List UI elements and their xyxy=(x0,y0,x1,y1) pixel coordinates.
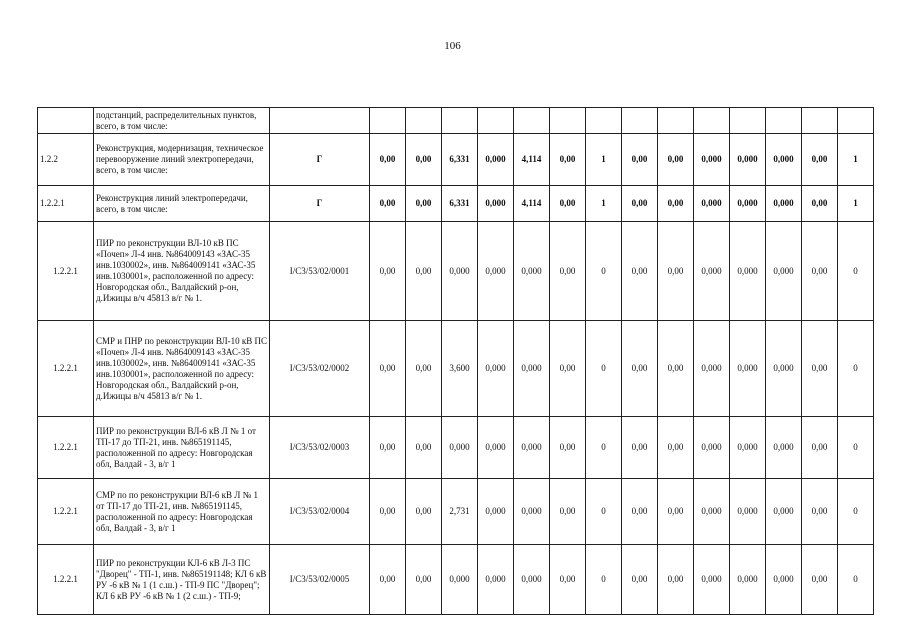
table-row xyxy=(38,479,874,545)
row-value: 0,00 xyxy=(370,545,406,615)
row-value: 0 xyxy=(586,479,622,545)
row-value: 1 xyxy=(838,134,874,186)
row-value xyxy=(550,108,586,134)
row-code: 1.2.2.1 xyxy=(38,417,94,479)
row-description: СМР и ПНР по реконструкции ВЛ-10 кВ ПС «Почеп» Л-4 инв. №864009143 «ЗАС-35 инв.1030002», инв. №864009141 «ЗАС-35 инв.1030001», расположенной по адресу: Новгородская обл., Валдайский р-он, д.Ижицы в/ч 45813 в/г № 1. xyxy=(94,321,270,417)
row-value: 0,00 xyxy=(406,186,442,222)
row-value: 0,00 xyxy=(622,479,658,545)
row-value: 0,00 xyxy=(622,321,658,417)
row-value xyxy=(838,108,874,134)
row-value: 0,000 xyxy=(478,186,514,222)
row-value: 0,00 xyxy=(622,222,658,321)
row-value: 1 xyxy=(586,134,622,186)
row-value: 6,331 xyxy=(442,134,478,186)
row-value: 0,000 xyxy=(478,321,514,417)
table-row xyxy=(38,186,874,222)
row-value: 0,00 xyxy=(406,479,442,545)
row-value: 0,000 xyxy=(478,479,514,545)
row-value xyxy=(586,108,622,134)
row-value: 0,00 xyxy=(370,479,406,545)
row-code: 1.2.2.1 xyxy=(38,186,94,222)
row-value: 0,000 xyxy=(694,134,730,186)
row-value: 0,00 xyxy=(658,321,694,417)
row-value: 0,00 xyxy=(802,545,838,615)
row-value: 0,00 xyxy=(802,186,838,222)
row-value xyxy=(658,108,694,134)
table-row xyxy=(38,321,874,417)
row-value: 0,00 xyxy=(550,134,586,186)
row-value: 0,000 xyxy=(478,134,514,186)
row-value: 0,000 xyxy=(694,479,730,545)
row-value: 0,000 xyxy=(766,545,802,615)
row-value: 0,00 xyxy=(622,545,658,615)
row-value: 0,00 xyxy=(658,134,694,186)
row-value: 0,00 xyxy=(406,417,442,479)
row-identifier: I/C3/53/02/0001 xyxy=(270,222,370,321)
table-row xyxy=(38,545,874,615)
row-value: 0,000 xyxy=(730,545,766,615)
row-value: 3,600 xyxy=(442,321,478,417)
row-value: 0,00 xyxy=(622,417,658,479)
row-value xyxy=(514,108,550,134)
row-value: 0 xyxy=(586,222,622,321)
row-value: 0,00 xyxy=(802,417,838,479)
row-value: 1 xyxy=(586,186,622,222)
row-value: 0,000 xyxy=(514,479,550,545)
row-value: 0,000 xyxy=(478,222,514,321)
row-value: 0,000 xyxy=(766,479,802,545)
row-value xyxy=(622,108,658,134)
row-description: ПИР по реконструкции ВЛ-10 кВ ПС «Почеп» Л-4 инв. №864009143 «ЗАС-35 инв.1030002», инв. №864009141 «ЗАС-35 инв.1030001», расположенной по адресу: Новгородская обл., Валдайский р-он, д.Ижицы в/ч 45813 в/г № 1. xyxy=(94,222,270,321)
row-value: 0,00 xyxy=(370,134,406,186)
row-value: 0,000 xyxy=(730,222,766,321)
row-value: 1 xyxy=(838,186,874,222)
row-value: 0 xyxy=(838,222,874,321)
row-value: 0,000 xyxy=(514,321,550,417)
row-value: 0,000 xyxy=(730,479,766,545)
row-code: 1.2.2 xyxy=(38,134,94,186)
row-value: 0,00 xyxy=(370,186,406,222)
row-identifier: I/C3/53/02/0004 xyxy=(270,479,370,545)
row-value: 0,000 xyxy=(730,417,766,479)
row-value: 0,000 xyxy=(730,134,766,186)
row-value xyxy=(406,108,442,134)
row-identifier: Г xyxy=(270,134,370,186)
row-description: Реконструкция линий электропередачи, всего, в том числе: xyxy=(94,186,270,222)
row-value: 0 xyxy=(838,417,874,479)
row-value: 0,00 xyxy=(802,222,838,321)
row-code: 1.2.2.1 xyxy=(38,545,94,615)
row-identifier: Г xyxy=(270,186,370,222)
row-value: 0,000 xyxy=(514,417,550,479)
row-value: 0 xyxy=(586,417,622,479)
row-identifier: I/C3/53/02/0005 xyxy=(270,545,370,615)
row-value xyxy=(694,108,730,134)
row-value: 0,000 xyxy=(694,321,730,417)
row-value: 0,00 xyxy=(550,186,586,222)
row-value: 6,331 xyxy=(442,186,478,222)
row-value: 0,000 xyxy=(478,545,514,615)
row-description: СМР по по реконструкции ВЛ-6 кВ Л № 1 от ТП-17 до ТП-21, инв. №865191145, расположенной по адресу: Новгородская обл, Валдай - 3, в/г 1 xyxy=(94,479,270,545)
row-identifier xyxy=(270,108,370,134)
row-value xyxy=(442,108,478,134)
row-value: 0,00 xyxy=(370,321,406,417)
row-value: 4,114 xyxy=(514,186,550,222)
row-value: 0,00 xyxy=(406,545,442,615)
row-value: 4,114 xyxy=(514,134,550,186)
row-code: 1.2.2.1 xyxy=(38,222,94,321)
row-value: 0,00 xyxy=(622,186,658,222)
row-value: 0,000 xyxy=(694,222,730,321)
row-value: 0 xyxy=(838,479,874,545)
row-value: 0,000 xyxy=(730,321,766,417)
row-description: ПИР по реконструкции КЛ-6 кВ Л-3 ПС "Дворец" - ТП-1, инв. №865191148; КЛ 6 кВ РУ -6 кВ № 1 (1 с.ш.) - ТП-9 ПС "Дворец"; КЛ 6 кВ РУ -6 кВ № 1 (2 с.ш.) - ТП-9; xyxy=(94,545,270,615)
row-value: 0,000 xyxy=(766,417,802,479)
table-row xyxy=(38,134,874,186)
row-value: 0 xyxy=(586,321,622,417)
row-value: 0 xyxy=(838,321,874,417)
row-value: 0,000 xyxy=(442,222,478,321)
row-value xyxy=(730,108,766,134)
row-value: 2,731 xyxy=(442,479,478,545)
row-value: 0,00 xyxy=(406,222,442,321)
row-value: 0,00 xyxy=(370,417,406,479)
row-description: Реконструкция, модернизация, техническое перевооружение линий электропередачи, всего, в том числе: xyxy=(94,134,270,186)
row-value: 0,00 xyxy=(550,321,586,417)
project-table xyxy=(37,107,874,615)
row-value: 0,00 xyxy=(550,222,586,321)
row-value: 0,00 xyxy=(658,545,694,615)
row-value: 0,000 xyxy=(442,545,478,615)
row-value xyxy=(370,108,406,134)
row-value: 0,000 xyxy=(694,186,730,222)
row-value: 0,000 xyxy=(694,417,730,479)
row-value: 0,000 xyxy=(478,417,514,479)
page-number: 106 xyxy=(444,40,461,52)
row-code xyxy=(38,108,94,134)
table-row xyxy=(38,417,874,479)
row-value: 0,00 xyxy=(550,545,586,615)
row-value: 0,00 xyxy=(802,479,838,545)
row-value: 0,00 xyxy=(622,134,658,186)
row-value: 0,000 xyxy=(766,186,802,222)
row-value: 0,00 xyxy=(802,321,838,417)
row-value: 0,00 xyxy=(658,186,694,222)
row-identifier: I/C3/53/02/0003 xyxy=(270,417,370,479)
row-value: 0,00 xyxy=(370,222,406,321)
row-value: 0,000 xyxy=(766,222,802,321)
table-row xyxy=(38,222,874,321)
row-value: 0,000 xyxy=(442,417,478,479)
row-value: 0,00 xyxy=(658,417,694,479)
row-value: 0,00 xyxy=(658,222,694,321)
row-description: ПИР по реконструкции ВЛ-6 кВ Л № 1 от ТП-17 до ТП-21, инв. №865191145, расположенной по адресу: Новгородская обл, Валдай - 3, в/г 1 xyxy=(94,417,270,479)
row-value: 0,000 xyxy=(514,545,550,615)
row-value: 0,000 xyxy=(694,545,730,615)
row-value: 0,000 xyxy=(766,321,802,417)
row-value: 0,00 xyxy=(550,417,586,479)
row-value: 0,00 xyxy=(658,479,694,545)
row-value: 0,00 xyxy=(406,321,442,417)
row-description: подстанций, распределительных пунктов, всего, в том числе: xyxy=(94,108,270,134)
row-value xyxy=(802,108,838,134)
row-code: 1.2.2.1 xyxy=(38,479,94,545)
row-value: 0 xyxy=(586,545,622,615)
row-value: 0,000 xyxy=(730,186,766,222)
table-row xyxy=(38,108,874,134)
row-identifier: I/C3/53/02/0002 xyxy=(270,321,370,417)
row-code: 1.2.2.1 xyxy=(38,321,94,417)
row-value: 0 xyxy=(838,545,874,615)
row-value: 0,00 xyxy=(550,479,586,545)
row-value: 0,000 xyxy=(766,134,802,186)
row-value: 0,00 xyxy=(802,134,838,186)
row-value xyxy=(478,108,514,134)
row-value xyxy=(766,108,802,134)
row-value: 0,000 xyxy=(514,222,550,321)
row-value: 0,00 xyxy=(406,134,442,186)
